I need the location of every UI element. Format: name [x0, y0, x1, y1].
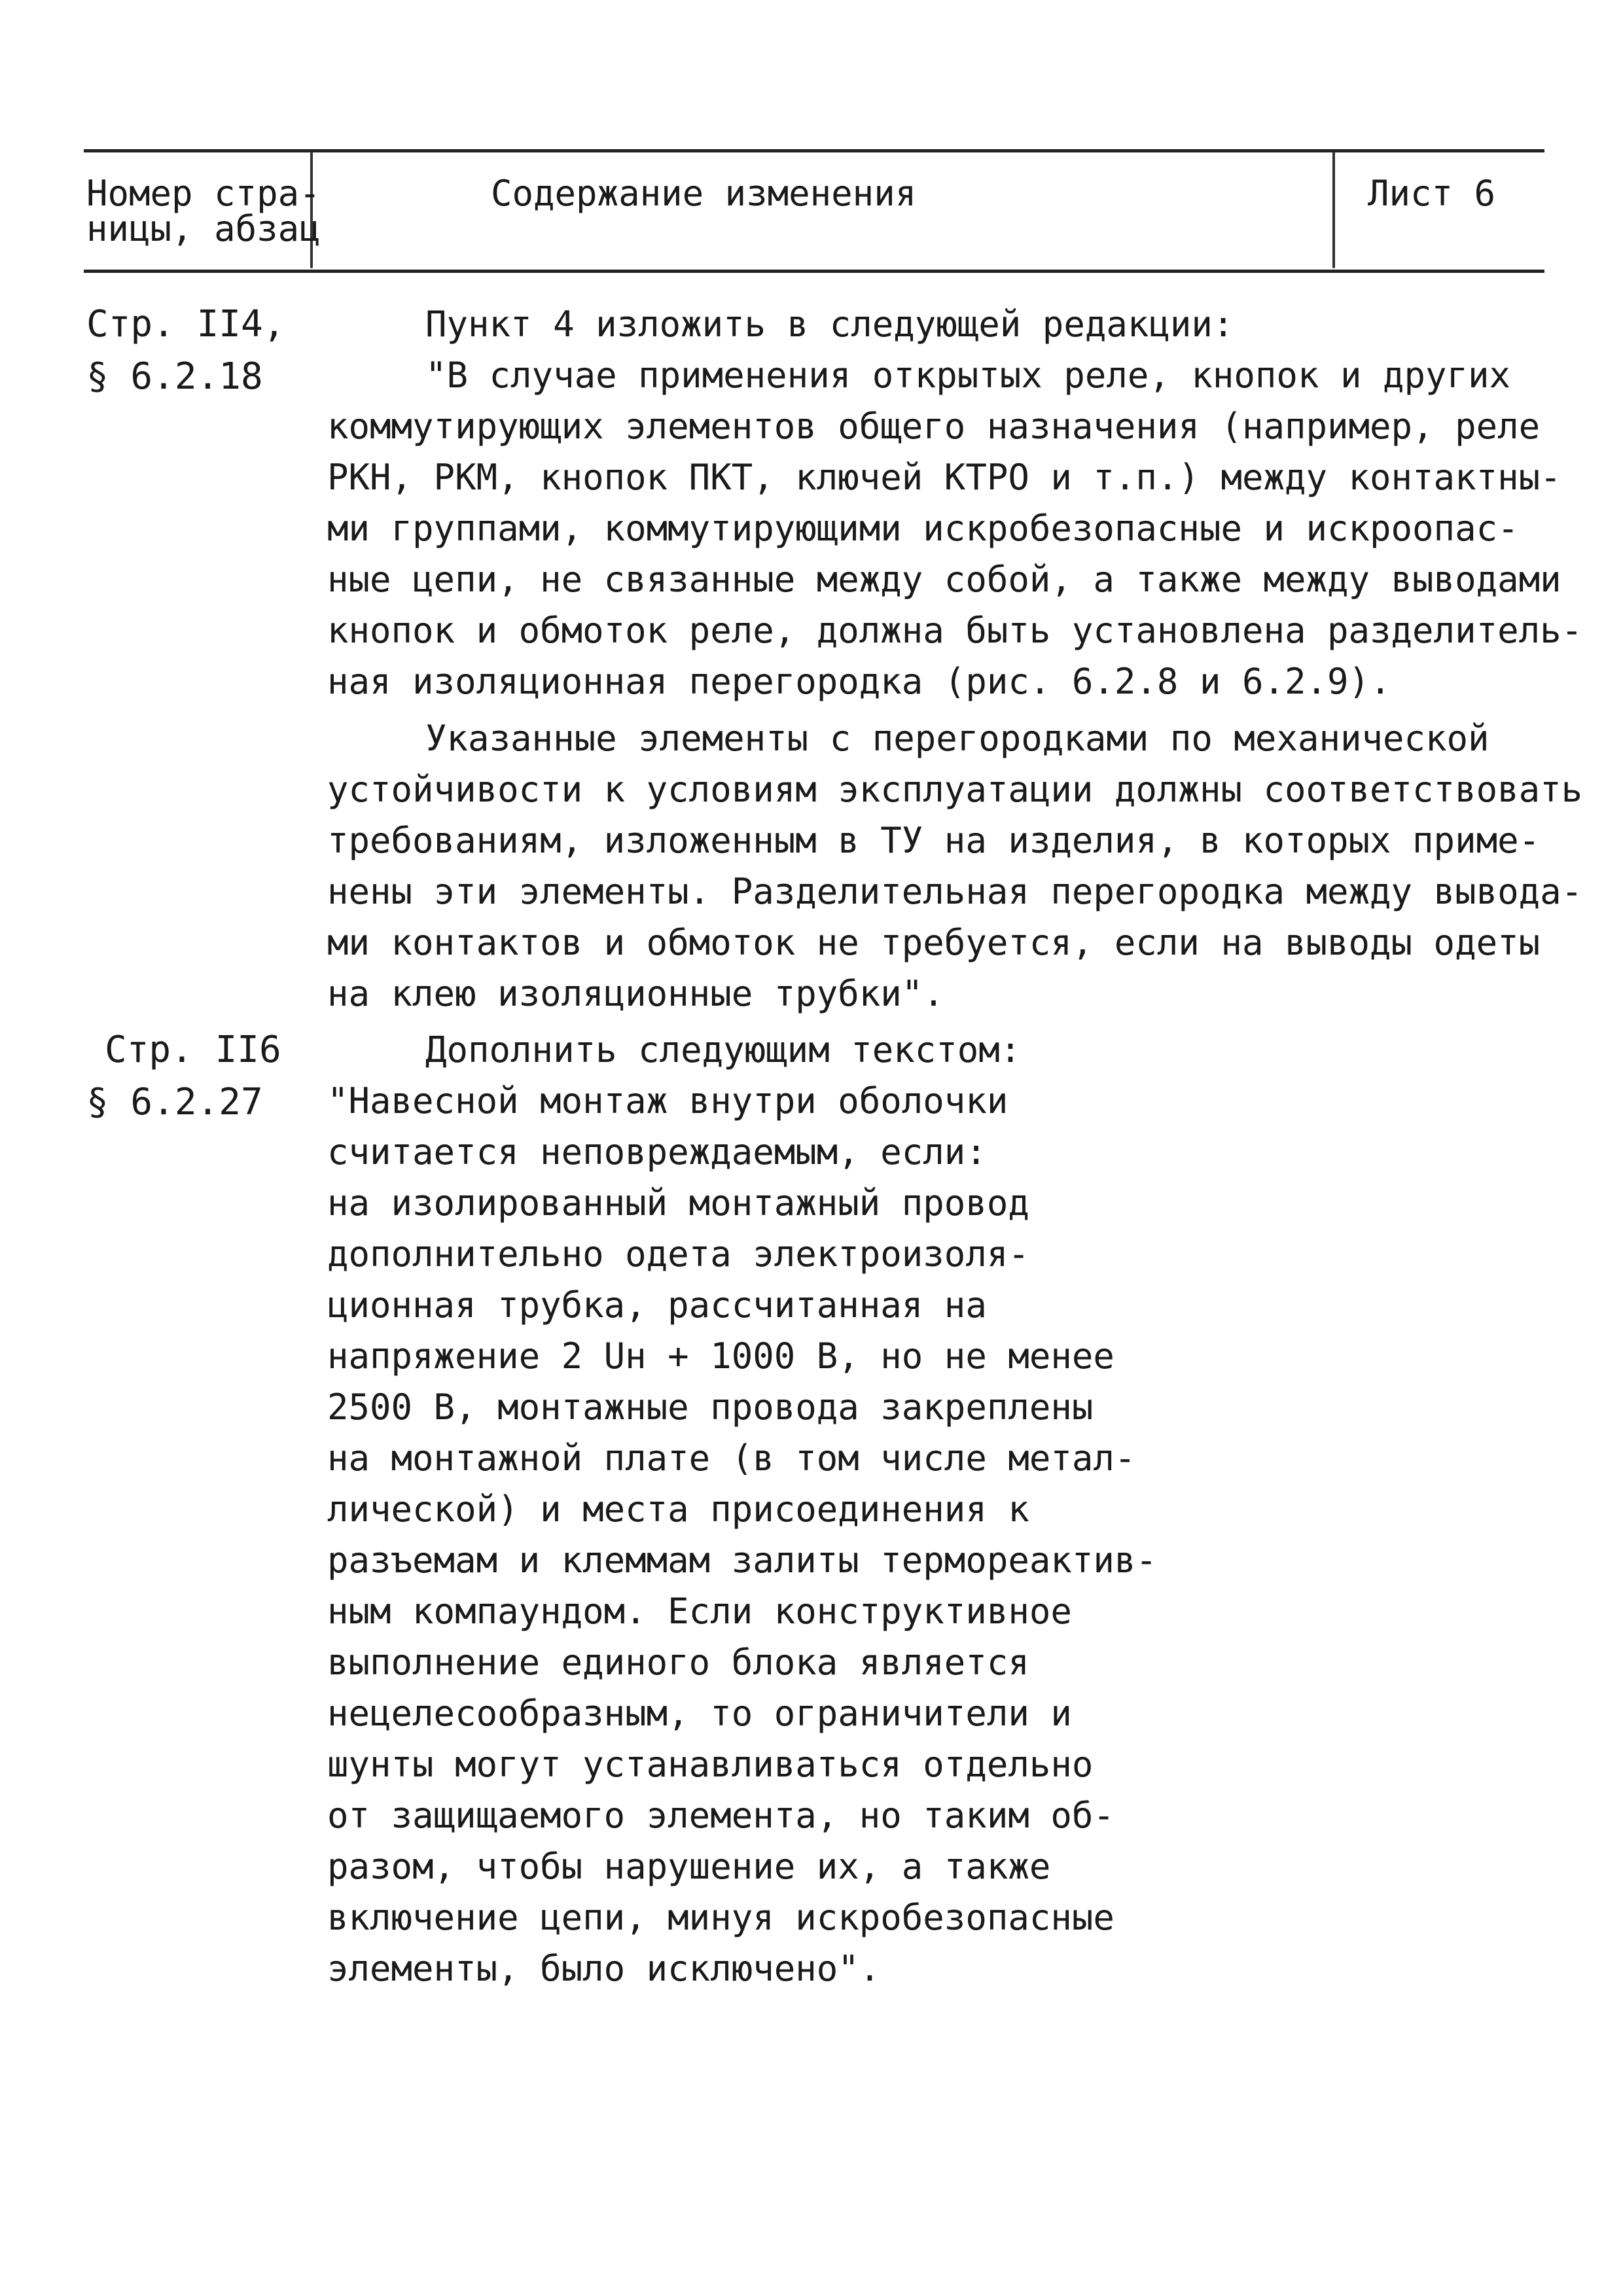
- header-page-column-line1: Номер стра-: [86, 173, 321, 214]
- entry1-p2-line: ми контактов и обмоток не требуется, если на выводы одеты: [327, 922, 1541, 963]
- entry2-p1-line: элементы, было исключено".: [327, 1948, 881, 1989]
- entry1-p2-line: нены эти элементы. Разделительная перегородка между вывода-: [327, 871, 1583, 912]
- entry2-p1-line: на изолированный монтажный провод: [327, 1182, 1029, 1224]
- entry1-section-ref: § 6.2.18: [86, 355, 263, 398]
- entry1-p1-line: ми группами, коммутирующими искробезопасные и искроопас-: [327, 508, 1519, 549]
- entry1-p2-line: Указанные элементы с перегородками по механической: [425, 718, 1489, 759]
- entry2-page-ref: Стр. II6: [105, 1029, 281, 1071]
- entry2-p1-line: нецелесообразным, то ограничители и: [327, 1693, 1072, 1734]
- header-top-rule: [84, 149, 1544, 152]
- entry1-intro: Пункт 4 изложить в следующей редакции:: [425, 304, 1234, 345]
- entry2-p1-line: на монтажной плате (в том числе метал-: [327, 1438, 1136, 1479]
- entry2-p1-line: шунты могут устанавливаться отдельно: [327, 1744, 1094, 1785]
- entry2-p1-line: разъемам и клеммам залиты термореактив-: [327, 1540, 1157, 1581]
- entry1-p2-line: требованиям, изложенным в ТУ на изделия, в которых приме-: [327, 820, 1541, 861]
- entry1-p2-line: устойчивости к условиям эксплуатации должны соответствовать: [327, 769, 1583, 810]
- entry2-p1-line: разом, чтобы нарушение их, а также: [327, 1846, 1051, 1887]
- header-content-column: Содержание изменения: [491, 173, 917, 214]
- entry2-p1-line: выполнение единого блока является: [327, 1642, 1029, 1683]
- entry2-p1-line: напряжение 2 Uн + 1000 В, но не менее: [327, 1335, 1115, 1377]
- entry2-section-ref: § 6.2.27: [86, 1081, 263, 1123]
- entry1-p1-line: кнопок и обмоток реле, должна быть установлена разделитель-: [327, 610, 1583, 651]
- entry2-p1-line: включение цепи, минуя искробезопасные: [327, 1897, 1115, 1938]
- header-sheet-number: Лист 6: [1368, 173, 1496, 214]
- header-page-column-line2: ницы, абзац: [86, 208, 321, 249]
- entry2-p1-line: от защищаемого элемента, но таким об-: [327, 1795, 1115, 1836]
- entry2-p1-line: "Навесной монтаж внутри оболочки: [327, 1080, 1008, 1122]
- header-divider-right: [1332, 152, 1335, 268]
- entry1-p1-line: РКН, РКМ, кнопок ПКТ, ключей КТРО и т.п.) между контактны-: [327, 457, 1561, 498]
- header-bottom-rule: [84, 270, 1544, 273]
- entry2-intro: Дополнить следующим текстом:: [425, 1029, 1022, 1070]
- entry2-p1-line: ным компаундом. Если конструктивное: [327, 1591, 1072, 1632]
- entry1-p1-line: ные цепи, не связанные между собой, а также между выводами: [327, 559, 1561, 600]
- entry1-p1-line: коммутирующих элементов общего назначения (например, реле: [327, 406, 1541, 447]
- entry1-page-ref: Стр. II4,: [86, 303, 285, 345]
- entry2-p1-line: дополнительно одета электроизоля-: [327, 1233, 1029, 1275]
- entry1-p2-line: на клею изоляционные трубки".: [327, 973, 944, 1014]
- entry2-p1-line: 2500 В, монтажные провода закреплены: [327, 1386, 1094, 1428]
- entry1-p1-line: ная изоляционная перегородка (рис. 6.2.8 и 6.2.9).: [327, 661, 1391, 702]
- entry1-p1-line: "В случае применения открытых реле, кнопок и других: [425, 355, 1511, 396]
- entry2-p1-line: лической) и места присоединения к: [327, 1489, 1029, 1530]
- entry2-p1-line: ционная трубка, рассчитанная на: [327, 1284, 987, 1326]
- entry2-p1-line: считается неповреждаемым, если:: [327, 1131, 987, 1173]
